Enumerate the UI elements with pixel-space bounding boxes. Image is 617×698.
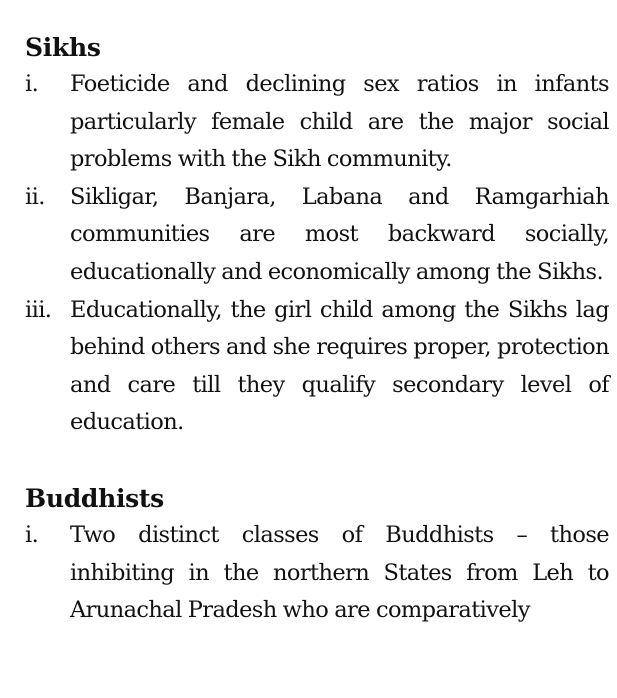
- list-marker: iii.: [25, 296, 52, 323]
- list-item: [25, 292, 609, 442]
- section-heading-sikhs: Sikhs: [25, 33, 101, 62]
- list-marker: i.: [25, 521, 39, 548]
- list-marker: i.: [25, 71, 39, 97]
- list-item: [25, 517, 609, 630]
- buddhists-list: [25, 517, 609, 630]
- section-heading-buddhists: Buddhists: [25, 483, 164, 513]
- list-item: [25, 66, 609, 179]
- list-item-text: Foeticide and declining sex ratios in infants particularly female child are the major social problems with the Sikh community.: [70, 71, 609, 173]
- list-item-text: Educationally, the girl child among the Sikhs lag behind others and she requires proper, protection and care till they qualify secondary level of education.: [70, 296, 609, 436]
- section-spacer: [25, 442, 609, 480]
- list-marker: ii.: [25, 183, 45, 210]
- sikhs-list: [25, 66, 609, 442]
- list-item-text: Two distinct classes of Buddhists – those inhibiting in the northern States from Leh to Arunachal Pradesh who are comparatively: [70, 521, 609, 624]
- document-page: [25, 29, 609, 630]
- list-item-text: Sikligar, Banjara, Labana and Ramgarhiah communities are most backward socially, educationally and economically among the Sikhs.: [70, 183, 609, 285]
- list-item: [25, 179, 609, 292]
